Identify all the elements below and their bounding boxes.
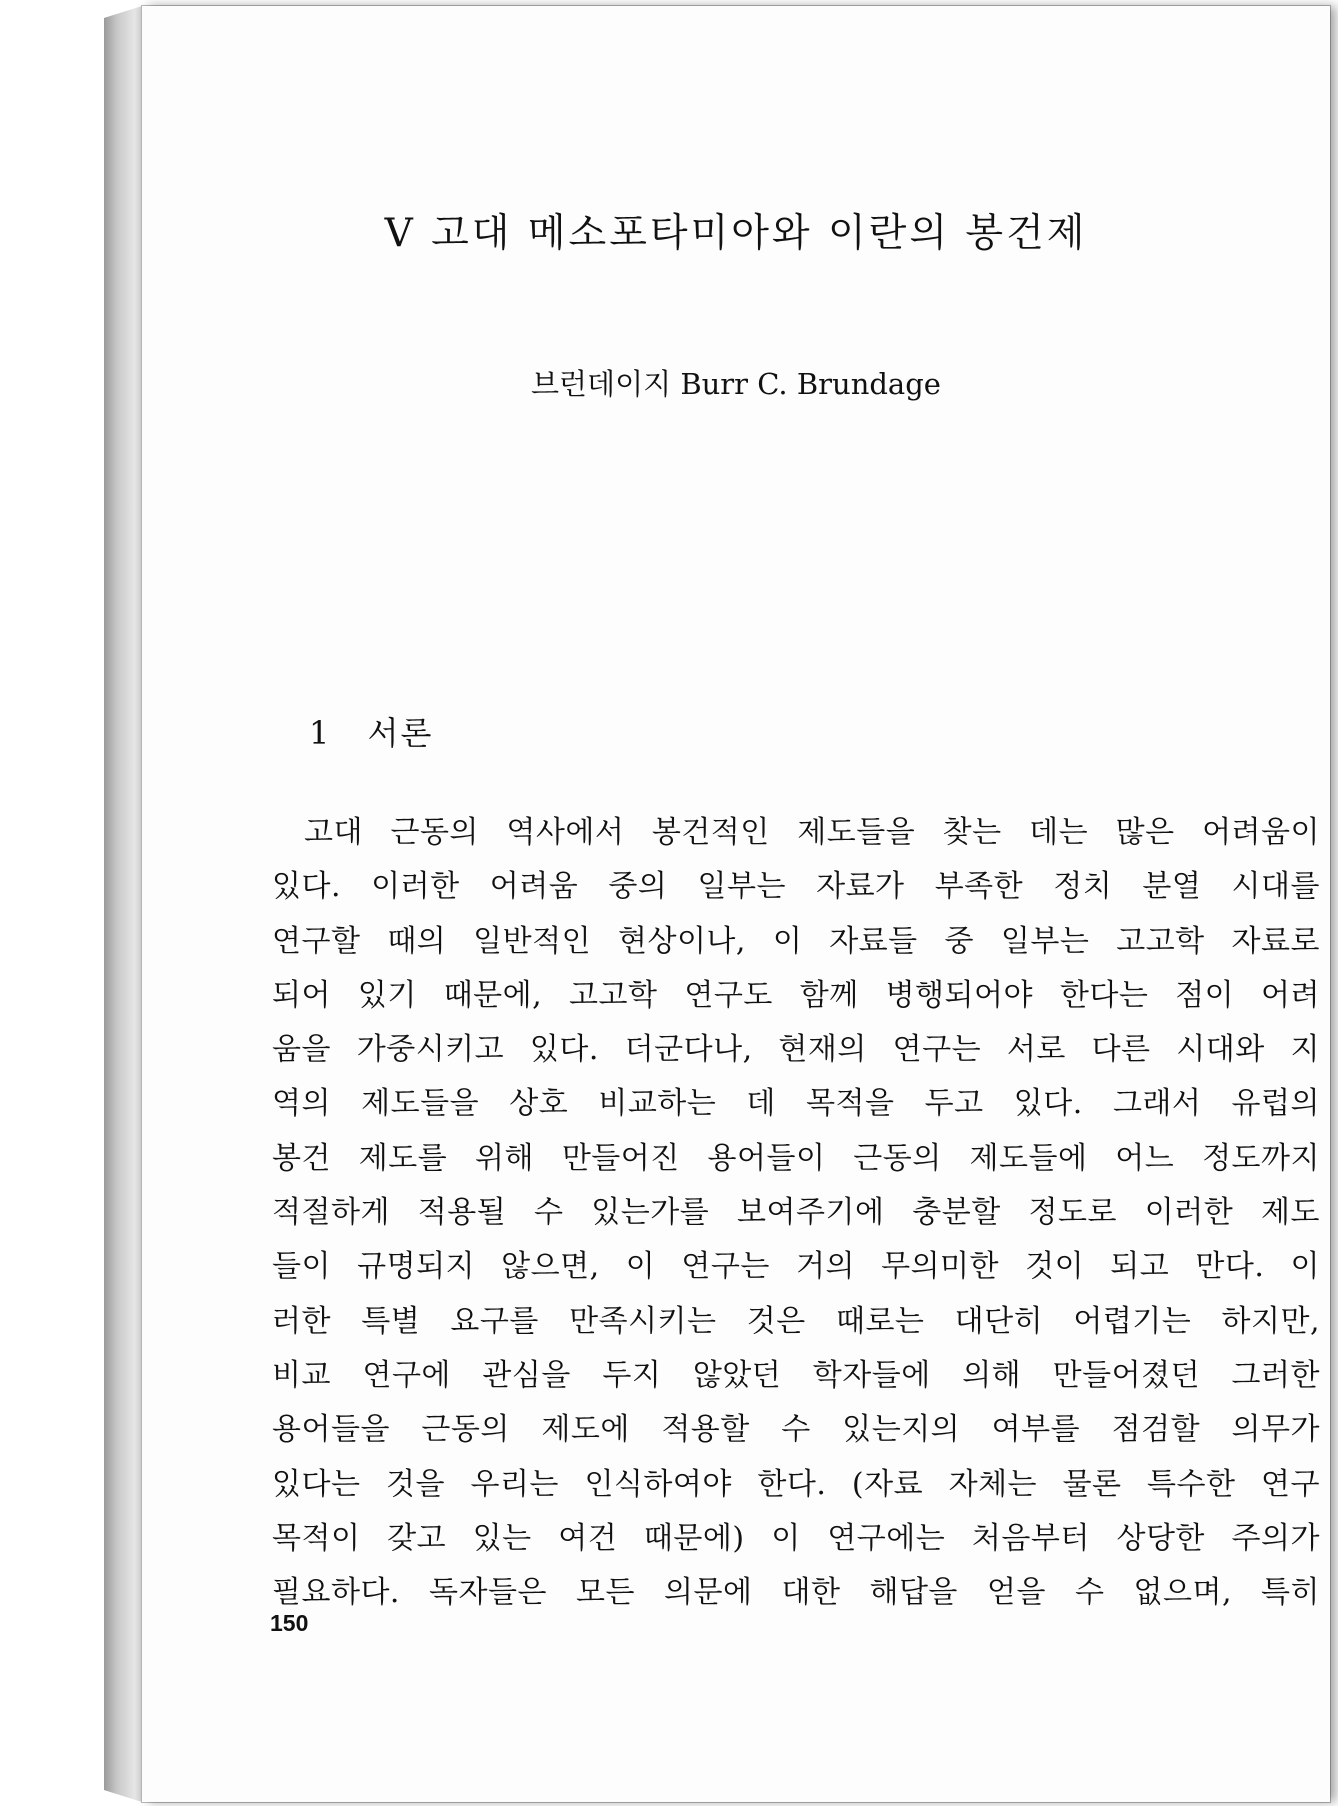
- text-line: 연구할 때의 일반적인 현상이나, 이 자료들 중 일부는 고고학 자료로: [272, 923, 1320, 959]
- book-page: [142, 6, 1330, 1802]
- page-content: [142, 6, 1330, 1802]
- section-number: 1: [309, 714, 332, 752]
- body-paragraph: [272, 806, 1320, 1620]
- text-line: 되어 있기 때문에, 고고학 연구도 함께 병행되어야 한다는 점이 어려: [272, 977, 1320, 1013]
- text-line: 목적이 갖고 있는 여건 때문에) 이 연구에는 처음부터 상당한 주의가: [272, 1520, 1320, 1556]
- text-line: 적절하게 적용될 수 있는가를 보여주기에 충분할 정도로 이러한 제도: [272, 1195, 1320, 1231]
- text-line: 용어들을 근동의 제도에 적용할 수 있는지의 여부를 점검할 의무가: [272, 1412, 1320, 1448]
- section-heading: [309, 708, 433, 754]
- text-line: 들이 규명되지 않으면, 이 연구는 거의 무의미한 것이 되고 만다. 이: [272, 1249, 1320, 1285]
- text-line: 비교 연구에 관심을 두지 않았던 학자들에 의해 만들어졌던 그러한: [272, 1357, 1320, 1393]
- text-line: 러한 특별 요구를 만족시키는 것은 때로는 대단히 어렵기는 하지만,: [272, 1303, 1320, 1339]
- text-line: 역의 제도들을 상호 비교하는 데 목적을 두고 있다. 그래서 유럽의: [272, 1086, 1320, 1122]
- page-number: 150: [270, 1610, 309, 1636]
- text-line: 있다. 이러한 어려움 중의 일부는 자료가 부족한 정치 분열 시대를: [272, 869, 1320, 905]
- text-line: 봉건 제도를 위해 만들어진 용어들이 근동의 제도들에 어느 정도까지: [272, 1140, 1320, 1176]
- section-title: 서론: [367, 714, 434, 752]
- text-line: 움을 가중시키고 있다. 더군다나, 현재의 연구는 서로 다른 시대와 지: [272, 1032, 1320, 1068]
- text-line: 있다는 것을 우리는 인식하여야 한다. (자료 자체는 물론 특수한 연구: [272, 1466, 1320, 1502]
- text-line: 고대 근동의 역사에서 봉건적인 제도들을 찾는 데는 많은 어려움이: [304, 815, 1320, 850]
- text-line: 필요하다. 독자들은 모든 의문에 대한 해답을 얻을 수 없으며, 특히: [272, 1575, 1320, 1611]
- chapter-title: V 고대 메소포타미아와 이란의 봉건제: [384, 211, 1088, 256]
- page-edge: [104, 6, 142, 1802]
- chapter-author: 브런데이지 Burr C. Brundage: [531, 367, 941, 401]
